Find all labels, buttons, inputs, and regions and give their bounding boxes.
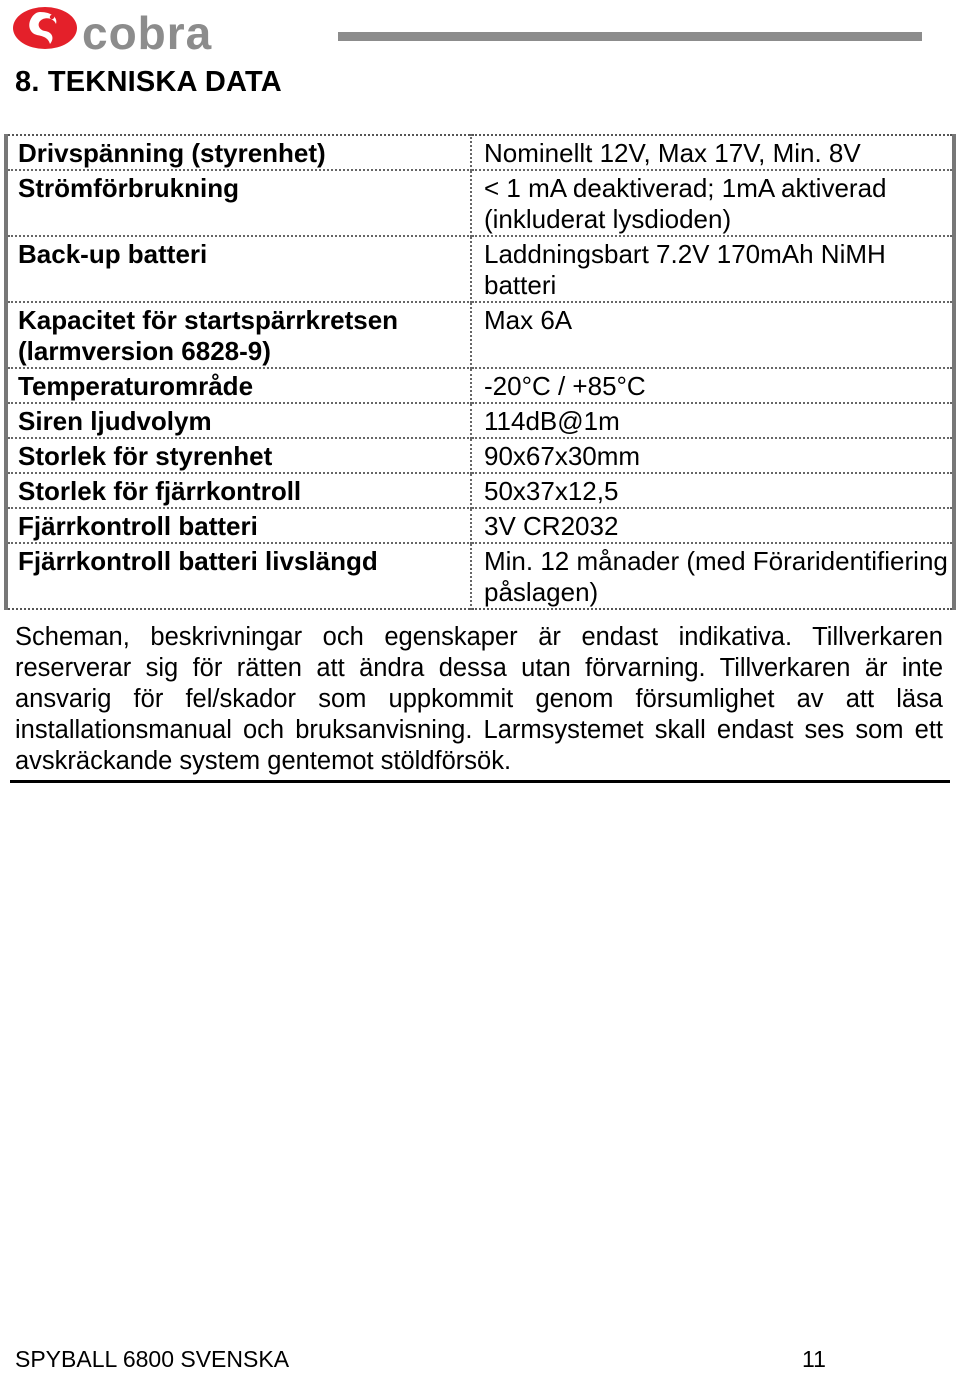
spec-value: 90x67x30mm — [471, 438, 954, 473]
section-divider — [10, 780, 950, 783]
spec-label: Fjärrkontroll batteri — [6, 508, 471, 543]
spec-label: Drivspänning (styrenhet) — [6, 135, 471, 170]
spec-label: Storlek för styrenhet — [6, 438, 471, 473]
spec-label: Strömförbrukning — [6, 170, 471, 236]
cobra-logo — [12, 4, 262, 54]
spec-label: Siren ljudvolym — [6, 403, 471, 438]
spec-label: Back-up batteri — [6, 236, 471, 302]
page-header — [0, 0, 960, 60]
spec-label: Kapacitet för startspärrkretsen (larmversion 6828-9) — [6, 302, 471, 368]
spec-label: Fjärrkontroll batteri livslängd — [6, 543, 471, 609]
spec-value: 114dB@1m — [471, 403, 954, 438]
technical-data-table — [4, 134, 956, 610]
table-row — [6, 508, 954, 543]
header-divider-bar — [338, 32, 922, 41]
table-row — [6, 302, 954, 368]
table-row — [6, 135, 954, 170]
table-row — [6, 543, 954, 609]
spec-value: Nominellt 12V, Max 17V, Min. 8V — [471, 135, 954, 170]
table-row — [6, 403, 954, 438]
cobra-logo-wordmark: cobra — [82, 7, 213, 54]
spec-value: Laddningsbart 7.2V 170mAh NiMH batteri — [471, 236, 954, 302]
table-row — [6, 368, 954, 403]
spec-value: 3V CR2032 — [471, 508, 954, 543]
cobra-logo-emblem — [13, 7, 77, 49]
table-row — [6, 473, 954, 508]
footer-document-title: SPYBALL 6800 SVENSKA — [15, 1346, 290, 1372]
table-row — [6, 236, 954, 302]
spec-value: Max 6A — [471, 302, 954, 368]
table-row — [6, 170, 954, 236]
section-title: 8. TEKNISKA DATA — [15, 66, 282, 98]
spec-value: < 1 mA deaktiverad; 1mA aktiverad (inkluderat lysdioden) — [471, 170, 954, 236]
footer-page-number: 11 — [802, 1346, 826, 1372]
disclaimer-paragraph: Scheman, beskrivningar och egenskaper är endast indikativa. Tillverkaren reserverar sig för rätten att ändra dessa utan förvarning. Tillverkaren är inte ansvarig för fel/skador som uppkommit genom försumlighet av att läsa installationsmanual och bruksanvisning. Larmsystemet skall endast ses som ett avskräckande system gentemot stöldförsök. — [15, 623, 943, 775]
spec-value: Min. 12 månader (med Föraridentifiering påslagen) — [471, 543, 954, 609]
table-row — [6, 438, 954, 473]
spec-value: -20°C / +85°C — [471, 368, 954, 403]
spec-value: 50x37x12,5 — [471, 473, 954, 508]
spec-label: Storlek för fjärrkontroll — [6, 473, 471, 508]
spec-label: Temperaturområde — [6, 368, 471, 403]
